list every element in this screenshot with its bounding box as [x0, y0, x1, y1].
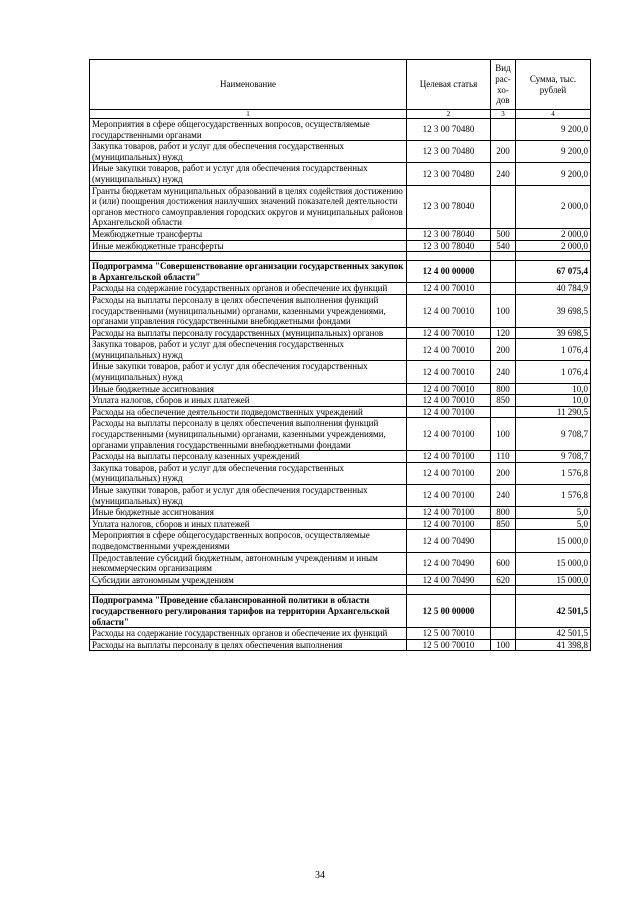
code-cell: 12 3 00 70480: [407, 163, 491, 185]
spacer-row: [90, 252, 591, 261]
code-cell: 12 3 00 70480: [407, 119, 491, 141]
name-cell: Межбюджетные трансферты: [90, 228, 407, 240]
type-cell: 800: [491, 383, 516, 395]
name-cell: Иные закупки товаров, работ и услуг для обеспечения государственных (муниципальных) нужд: [90, 163, 407, 185]
code-cell: 12 3 00 70480: [407, 141, 491, 163]
name-cell: Субсидии автономным учреждениям: [90, 574, 407, 586]
code-cell: 12 4 00 70100: [407, 451, 491, 463]
name-cell: Подпрограмма "Совершенствование организации государственных закупок в Архангельской области": [90, 261, 407, 283]
empty-cell: [90, 252, 407, 261]
name-cell: Мероприятия в сфере общегосударственных вопросов, осуществляемые государственными органами: [90, 119, 407, 141]
amount-cell: 10,0: [516, 395, 591, 407]
table-row: [90, 574, 591, 586]
type-cell: 100: [491, 294, 516, 327]
code-cell: 12 4 00 70010: [407, 395, 491, 407]
header-type-line: рас-: [495, 73, 511, 84]
name-cell: Закупка товаров, работ и услуг для обеспечения государственных (муниципальных) нужд: [90, 462, 407, 484]
amount-cell: 2 000,0: [516, 185, 591, 228]
type-cell: 240: [491, 163, 516, 185]
name-cell: Уплата налогов, сборов и иных платежей: [90, 395, 407, 407]
type-cell: 120: [491, 327, 516, 339]
amount-cell: 1 076,4: [516, 339, 591, 361]
name-cell: Расходы на содержание государственных органов и обеспечение их функций: [90, 628, 407, 640]
table-row: [90, 339, 591, 361]
table-row: [90, 294, 591, 327]
header-type-line: дов: [496, 95, 510, 106]
amount-cell: 9 708,7: [516, 451, 591, 463]
table-row: [90, 141, 591, 163]
type-cell: [491, 119, 516, 141]
name-cell: Иные межбюджетные трансферты: [90, 240, 407, 252]
amount-cell: 39 698,5: [516, 294, 591, 327]
code-cell: 12 3 00 78040: [407, 228, 491, 240]
name-cell: Расходы на обеспечение деятельности подведомственных учреждений: [90, 406, 407, 418]
amount-cell: 2 000,0: [516, 228, 591, 240]
amount-cell: 15 000,0: [516, 552, 591, 574]
type-cell: 620: [491, 574, 516, 586]
name-cell: Иные закупки товаров, работ и услуг для обеспечения государственных (муниципальных) нужд: [90, 485, 407, 507]
type-cell: 200: [491, 339, 516, 361]
table-row: [90, 327, 591, 339]
table-row: [90, 185, 591, 228]
name-cell: Иные закупки товаров, работ и услуг для обеспечения государственных (муниципальных) нужд: [90, 361, 407, 383]
name-cell: Иные бюджетные ассигнования: [90, 507, 407, 519]
name-cell: Иные бюджетные ассигнования: [90, 383, 407, 395]
table-row: [90, 240, 591, 252]
table-row: [90, 628, 591, 640]
type-cell: 800: [491, 507, 516, 519]
table-row: [90, 639, 591, 651]
table-row: [90, 163, 591, 185]
type-cell: 240: [491, 361, 516, 383]
amount-cell: 9 200,0: [516, 141, 591, 163]
code-cell: 12 4 00 70490: [407, 574, 491, 586]
code-cell: 12 4 00 70010: [407, 283, 491, 295]
table-header-row: [90, 60, 591, 110]
column-number: 3: [491, 110, 516, 119]
column-number: 4: [516, 110, 591, 119]
name-cell: Расходы на выплаты персоналу государственных (муниципальных) органов: [90, 327, 407, 339]
type-cell: 110: [491, 451, 516, 463]
table-row: [90, 361, 591, 383]
type-cell: [491, 283, 516, 295]
amount-cell: 5,0: [516, 507, 591, 519]
budget-table: [89, 59, 591, 651]
table-row: [90, 507, 591, 519]
code-cell: 12 4 00 70100: [407, 507, 491, 519]
column-number: 1: [90, 110, 407, 119]
table-row: [90, 462, 591, 484]
code-cell: 12 4 00 70490: [407, 530, 491, 552]
name-cell: Закупка товаров, работ и услуг для обеспечения государственных (муниципальных) нужд: [90, 141, 407, 163]
amount-cell: 42 501,5: [516, 628, 591, 640]
type-cell: 200: [491, 141, 516, 163]
name-cell: Гранты бюджетам муниципальных образований в целях содействия достижению и (или) поощрения достижения наилучших значений показателей деятельности органов местного самоуправления городских округов и муниципальных районов Архангельской области: [90, 185, 407, 228]
table-row: [90, 418, 591, 451]
code-cell: 12 3 00 78040: [407, 185, 491, 228]
header-type-line: хо-: [497, 84, 509, 95]
subprogram-row: [90, 261, 591, 283]
amount-cell: 9 200,0: [516, 119, 591, 141]
type-cell: [491, 261, 516, 283]
name-cell: Расходы на выплаты персоналу в целях обеспечения выполнения функций государственными (муниципальными) органами, казенными учреждениями, органами управления государственными внебюджетными фондами: [90, 294, 407, 327]
table-body: [90, 119, 591, 651]
empty-cell: [491, 252, 516, 261]
type-cell: 200: [491, 462, 516, 484]
subprogram-row: [90, 595, 591, 628]
code-cell: 12 4 00 70100: [407, 406, 491, 418]
type-cell: 100: [491, 639, 516, 651]
type-cell: 850: [491, 518, 516, 530]
type-cell: [491, 595, 516, 628]
header-amount: Сумма, тыс. рублей: [516, 60, 591, 110]
table-row: [90, 283, 591, 295]
empty-cell: [90, 586, 407, 595]
name-cell: Предоставление субсидий бюджетным, автономным учреждениям и иным некоммерческим организациям: [90, 552, 407, 574]
table-row: [90, 485, 591, 507]
column-number-row: [90, 110, 591, 119]
amount-cell: 42 501,5: [516, 595, 591, 628]
type-cell: [491, 530, 516, 552]
amount-cell: 11 290,5: [516, 406, 591, 418]
amount-cell: 1 076,4: [516, 361, 591, 383]
type-cell: 540: [491, 240, 516, 252]
name-cell: Расходы на выплаты персоналу в целях обеспечения выполнения функций государственными (муниципальными) органами, казенными учреждениями, органами управления государственными внебюджетными фондами: [90, 418, 407, 451]
code-cell: 12 5 00 00000: [407, 595, 491, 628]
code-cell: 12 4 00 70100: [407, 485, 491, 507]
table-row: [90, 383, 591, 395]
code-cell: 12 4 00 70010: [407, 339, 491, 361]
header-type: [491, 60, 516, 110]
amount-cell: 2 000,0: [516, 240, 591, 252]
code-cell: 12 4 00 70010: [407, 327, 491, 339]
amount-cell: 1 576,8: [516, 485, 591, 507]
table-row: [90, 406, 591, 418]
amount-cell: 41 398,8: [516, 639, 591, 651]
table-row: [90, 395, 591, 407]
table-row: [90, 518, 591, 530]
amount-cell: 39 698,5: [516, 327, 591, 339]
code-cell: 12 4 00 70100: [407, 418, 491, 451]
amount-cell: 40 784,9: [516, 283, 591, 295]
header-code: Целевая статья: [407, 60, 491, 110]
page-number: 34: [315, 870, 325, 881]
empty-cell: [516, 252, 591, 261]
type-cell: 240: [491, 485, 516, 507]
code-cell: 12 4 00 70010: [407, 383, 491, 395]
type-cell: [491, 628, 516, 640]
empty-cell: [516, 586, 591, 595]
code-cell: 12 5 00 70010: [407, 639, 491, 651]
header-name: Наименование: [90, 60, 407, 110]
name-cell: Расходы на содержание государственных органов и обеспечение их функций: [90, 283, 407, 295]
amount-cell: 10,0: [516, 383, 591, 395]
type-cell: 850: [491, 395, 516, 407]
name-cell: Закупка товаров, работ и услуг для обеспечения государственных (муниципальных) нужд: [90, 339, 407, 361]
amount-cell: 15 000,0: [516, 574, 591, 586]
table-row: [90, 119, 591, 141]
table-row: [90, 552, 591, 574]
table-row: [90, 530, 591, 552]
amount-cell: 67 075,4: [516, 261, 591, 283]
type-cell: [491, 406, 516, 418]
empty-cell: [491, 586, 516, 595]
table-row: [90, 228, 591, 240]
code-cell: 12 4 00 70100: [407, 518, 491, 530]
column-number: 2: [407, 110, 491, 119]
amount-cell: 15 000,0: [516, 530, 591, 552]
type-cell: [491, 185, 516, 228]
amount-cell: 5,0: [516, 518, 591, 530]
spacer-row: [90, 586, 591, 595]
empty-cell: [407, 252, 491, 261]
header-type-line: Вид: [495, 63, 511, 74]
empty-cell: [407, 586, 491, 595]
name-cell: Подпрограмма "Проведение сбалансированной политики в области государственного регулирования тарифов на территории Архангельской области": [90, 595, 407, 628]
code-cell: 12 4 00 00000: [407, 261, 491, 283]
code-cell: 12 4 00 70490: [407, 552, 491, 574]
amount-cell: 1 576,8: [516, 462, 591, 484]
table-row: [90, 451, 591, 463]
code-cell: 12 3 00 78040: [407, 240, 491, 252]
amount-cell: 9 708,7: [516, 418, 591, 451]
name-cell: Уплата налогов, сборов и иных платежей: [90, 518, 407, 530]
code-cell: 12 4 00 70100: [407, 462, 491, 484]
type-cell: 500: [491, 228, 516, 240]
code-cell: 12 4 00 70010: [407, 294, 491, 327]
code-cell: 12 4 00 70010: [407, 361, 491, 383]
name-cell: Расходы на выплаты персоналу казенных учреждений: [90, 451, 407, 463]
name-cell: Мероприятия в сфере общегосударственных вопросов, осуществляемые подведомственными учреждениями: [90, 530, 407, 552]
amount-cell: 9 200,0: [516, 163, 591, 185]
name-cell: Расходы на выплаты персоналу в целях обеспечения выполнения: [90, 639, 407, 651]
type-cell: 100: [491, 418, 516, 451]
code-cell: 12 5 00 70010: [407, 628, 491, 640]
type-cell: 600: [491, 552, 516, 574]
